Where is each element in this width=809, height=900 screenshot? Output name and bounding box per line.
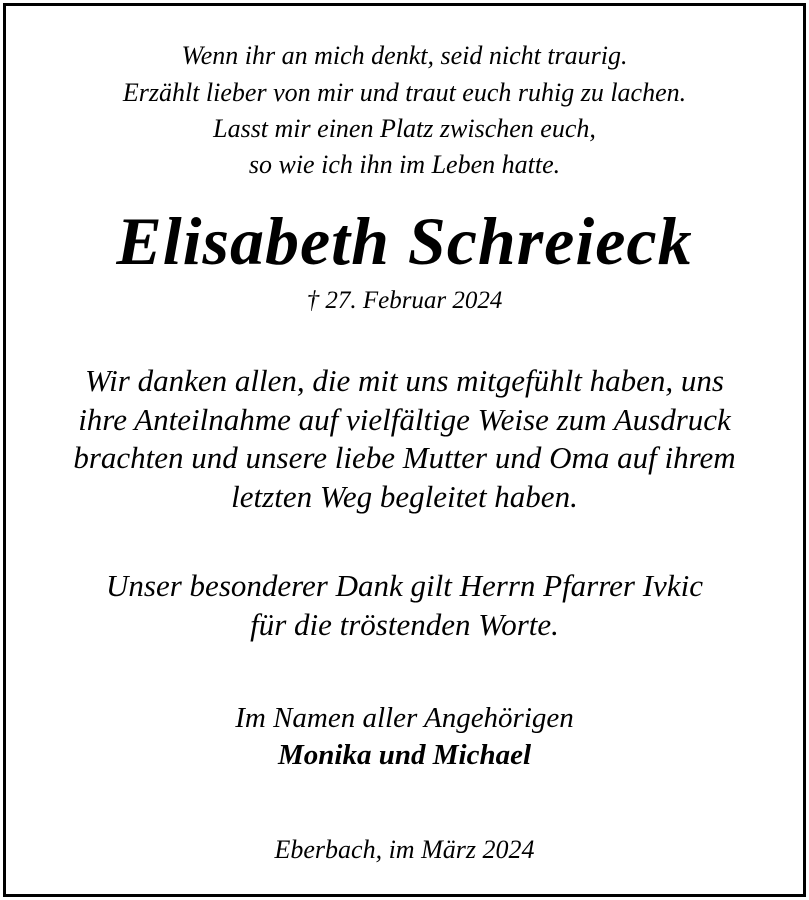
death-date: † 27. Februar 2024 (306, 287, 503, 314)
signature-intro: Im Namen aller Angehörigen (235, 702, 574, 734)
obituary-card (3, 3, 806, 897)
poem-line: so wie ich ihn im Leben hatte. (248, 150, 561, 179)
special-thanks-line: Unser besonderer Dank gilt Herrn Pfarrer Ivkic (106, 568, 703, 603)
poem-line: Lasst mir einen Platz zwischen euch, (213, 114, 596, 143)
poem-line: Erzählt lieber von mir und traut euch ruhig zu lachen. (122, 78, 687, 107)
poem-line: Wenn ihr an mich denkt, seid nicht traurig. (181, 41, 628, 70)
deceased-name: Elisabeth Schreieck (116, 203, 693, 279)
thanks-line: Wir danken allen, die mit uns mitgefühlt haben, uns (85, 363, 724, 398)
special-thanks-line: für die tröstenden Worte. (250, 607, 559, 642)
place-date: Eberbach, im März 2024 (274, 835, 535, 864)
thanks-line: ihre Anteilnahme auf vielfältige Weise zum Ausdruck (78, 402, 731, 437)
thanks-line: brachten und unsere liebe Mutter und Oma auf ihrem (73, 440, 736, 475)
signature-names: Monika und Michael (278, 739, 531, 771)
thanks-line: letzten Weg begleitet haben. (231, 479, 578, 514)
